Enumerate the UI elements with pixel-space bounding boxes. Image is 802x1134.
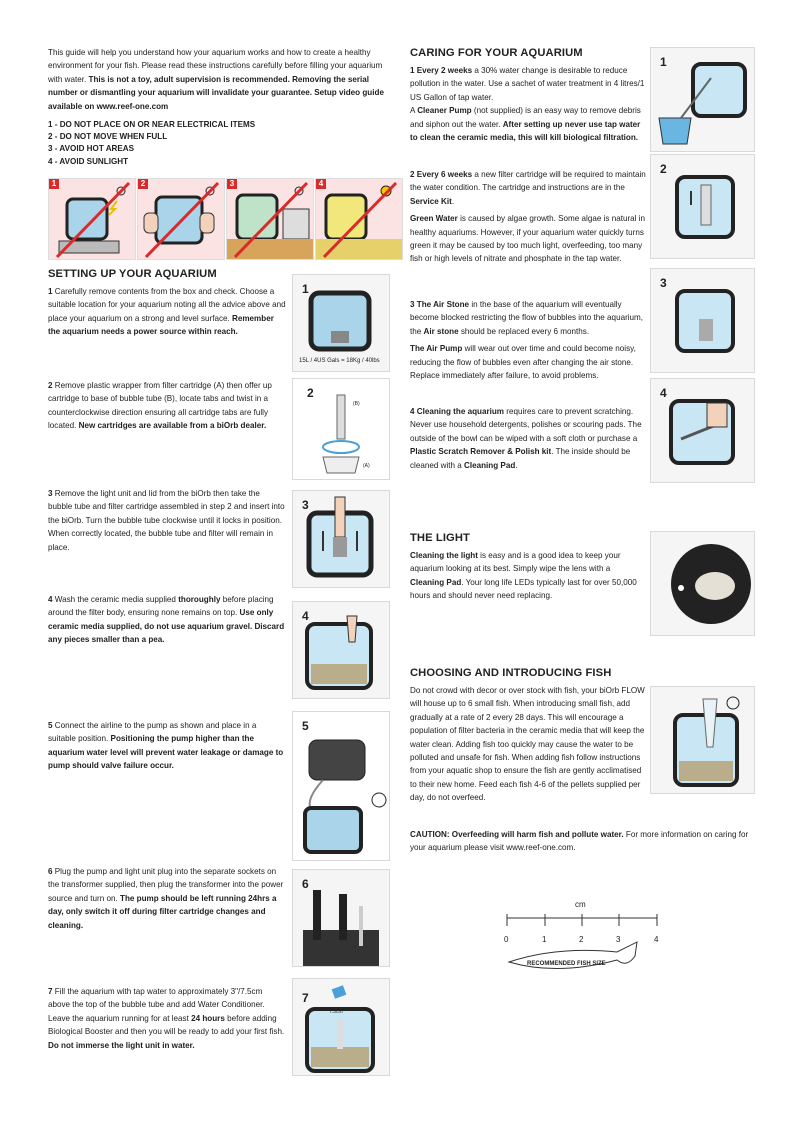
- setup-step-7: [48, 985, 286, 1052]
- ruler-unit: cm: [575, 900, 586, 909]
- sunlight-icon: [316, 179, 402, 259]
- setup-image-1: [292, 274, 390, 372]
- step-number: 6: [48, 867, 53, 876]
- intro-text: This guide will help you understand how your aquarium works and how to create a healthy environment for your fish. Please read these instructions carefully before filling your aquarium with water.: [48, 48, 383, 84]
- image-number: 7: [302, 991, 309, 1005]
- step-emphasis: Plastic Scratch Remover & Polish kit: [410, 447, 552, 457]
- step-text: .: [515, 460, 518, 470]
- warning-illustration-heat: [226, 178, 314, 260]
- light-text: [410, 549, 646, 603]
- label-a: (A): [363, 463, 370, 469]
- step-text: Remove plastic wrapper from filter cartridge (A) then offer up cartridge to base of bubble tube (B), locate tabs and twist in a counterclockwise direction ensuring all cartridge tabs are fully located.: [48, 381, 272, 431]
- caring-image-3: [650, 268, 755, 373]
- step-text: a 30% water change is desirable to reduce pollution in the water. Use a sachet of water treatment in 4 litres/1 US Gallon of tap water.: [410, 66, 645, 102]
- step-number: 5: [48, 721, 53, 730]
- step-number: 1: [48, 287, 53, 296]
- caring-image-1: [650, 47, 755, 152]
- step-text: in the base of the aquarium will eventually become blocked restricting the flow of bubbles into the aquarium, the: [410, 300, 644, 336]
- setup-image-7: [292, 978, 390, 1076]
- ruler-tick: 3: [616, 935, 621, 944]
- fish-title: CHOOSING AND INTRODUCING FISH: [410, 667, 612, 679]
- step-text: is easy and is a good idea to keep your aquarium looking at its best. Simply wipe the lens with a: [410, 551, 621, 574]
- air-pump-icon: [293, 712, 389, 860]
- fish-paragraph: Do not crowd with decor or over stock with fish, your biOrb FLOW will house up to 6 small fish. When introducing small fish, add gradually at a rate of 2 every 28 days. This will encourage a population of filter bacteria in the ceramic media that will keep the water clean. Adding fish too quickly may cause the water to be polluted and unsafe for fish. When adding fish follow instructions from your aquatic shop to ensure the fish are gently acclimatised to their new home. Feed each fish 4-6 of the pellets supplied per day, do not overfeed.: [410, 686, 645, 803]
- step-text: a new filter cartridge will be required to maintain the water condition. The cartridge and instructions are in the: [410, 170, 646, 193]
- step-text: A: [410, 106, 418, 116]
- step-text: is caused by algae growth. Some algae is natural in healthy aquariums. However, if your aquarium water quickly turns green it may be caused by too much light, overfeeding, too many fish or high levels of nitrate and phosphate in the tap water.: [410, 214, 645, 264]
- setup-image-3: [292, 490, 390, 588]
- fish-image: [650, 686, 755, 794]
- do-not-move-icon: [138, 179, 224, 259]
- step-lead: Green Water: [410, 214, 458, 224]
- step-text: . The inside should be cleaned with a: [410, 447, 631, 470]
- image-number: 3: [302, 498, 309, 512]
- image-number: 1: [302, 282, 309, 296]
- caution-warning: CAUTION: Overfeeding will harm fish and pollute water.: [410, 830, 624, 839]
- step-text: before placing around the filter body, ensuring none remains on top.: [48, 595, 274, 618]
- caring-step-3: [410, 298, 646, 382]
- fish-bag-icon: [651, 687, 754, 793]
- intro-paragraph: [48, 46, 398, 113]
- step-text: (not supplied) is an easy way to remove debris and siphon out the water.: [410, 106, 641, 129]
- step-warning: The pump should be left running 24hrs a day, only switch it off during filter cartridge changes and cleaning.: [48, 893, 277, 930]
- step-number: 7: [48, 987, 53, 996]
- setup-image-4: [292, 601, 390, 699]
- fish-size-ruler: [497, 896, 667, 986]
- step-text: .: [451, 196, 455, 206]
- step-warning: Positioning the pump higher than the aquarium water level will prevent water leakage or damage to pump should valve failure occur.: [48, 734, 284, 771]
- warning-item: 4 - AVOID SUNLIGHT: [48, 156, 129, 166]
- image-number: 1: [660, 55, 667, 69]
- ruler-tick: 4: [654, 935, 659, 944]
- step-emphasis: Service Kit: [410, 196, 452, 206]
- step-text: will wear out over time and could become noisy, reducing the flow of bubbles even after changing the air stone. Replace immediately after failure, to avoid problems.: [410, 344, 636, 381]
- step-number: 2: [48, 381, 53, 390]
- intro-warning: This is not a toy, adult supervision is recommended. Removing the serial number or dismantling your aquarium will invalidate your guarantee. Setup video guide available on www.reef-one.com: [48, 74, 384, 111]
- fish-text: [410, 684, 646, 805]
- image-number: 2: [307, 386, 314, 400]
- image-number: 5: [302, 719, 309, 733]
- step-warning: Use only ceramic media supplied, do not use aquarium gravel. Discard any pieces smaller than a pea.: [48, 608, 285, 645]
- setup-step-4: [48, 593, 286, 647]
- step-emphasis: Cleaning Pad: [464, 460, 516, 470]
- ruler-tick: 1: [542, 935, 547, 944]
- warning-illustration-sunlight: [315, 178, 403, 260]
- step-warning: Do not immerse the light unit in water.: [48, 1040, 195, 1050]
- step-emphasis: Air stone: [423, 326, 459, 336]
- step-lead: 2 Every 6 weeks: [410, 170, 473, 179]
- setup-title: SETTING UP YOUR AQUARIUM: [48, 268, 217, 280]
- setup-step-2: [48, 379, 286, 433]
- step-number: 4: [48, 595, 53, 604]
- step-lead: 3 The Air Stone: [410, 300, 470, 309]
- step-text: before adding Biological Booster and then you will be ready to add your first fish.: [48, 1013, 285, 1037]
- step-text: requires care to prevent scratching. Never use household detergents, polishes or scouring pads. The outside of the bowl can be wiped with a soft cloth or purchase a: [410, 407, 642, 443]
- step-number: 3: [48, 489, 53, 498]
- step-text: Remove the light unit and lid from the biOrb then take the bubble tube and filter cartridge assembled in step 2 and insert into the biOrb. Turn the bubble tube clockwise until it locks in position. When correctly located, the bubble tube and filter will remain in place.: [48, 489, 285, 552]
- step-lead: 4 Cleaning the aquarium: [410, 407, 504, 416]
- warning-badge: 1: [49, 179, 59, 189]
- warning-item: 2 - DO NOT MOVE WHEN FULL: [48, 132, 168, 142]
- electrical-warning-icon: [49, 179, 135, 259]
- step-text: Wash the ceramic media supplied: [52, 595, 179, 604]
- step-text: Connect the airline to the pump as shown and place in a suitable position.: [48, 721, 257, 744]
- step-emphasis: thoroughly: [178, 595, 221, 604]
- step-emphasis: Cleaner Pump: [417, 106, 472, 116]
- setup-image-5: [292, 711, 390, 861]
- image-number: 2: [660, 162, 667, 176]
- step-emphasis: Cleaning Pad: [410, 577, 462, 587]
- image-number: 6: [302, 877, 309, 891]
- warning-item: 3 - AVOID HOT AREAS: [48, 144, 135, 154]
- light-lens-icon: [651, 532, 754, 635]
- setup-step-1: [48, 285, 286, 339]
- step-lead: 1 Every 2 weeks: [410, 66, 473, 75]
- step-text: Carefully remove contents from the box and check. Choose a suitable location for your aquarium noting all the advice above and place your aquarium on a strong and level surface.: [48, 287, 286, 323]
- warning-badge: 4: [316, 179, 326, 189]
- fish-size-label: RECOMMENDED FISH SIZE: [527, 961, 606, 967]
- step-text: Plug the pump and light unit plug into the separate sockets on the transformer supplied, then plug the transformer into the power source and turn on.: [48, 867, 284, 903]
- light-title: THE LIGHT: [410, 532, 470, 544]
- caring-step-4: [410, 405, 646, 472]
- light-image: [650, 531, 755, 636]
- caring-title: CARING FOR YOUR AQUARIUM: [410, 47, 583, 59]
- weight-caption: 15L / 4US Gals = 18Kg / 40lbs: [299, 358, 380, 364]
- hot-area-icon: [227, 179, 313, 259]
- ruler-tick: 2: [579, 935, 584, 944]
- caring-image-2: [650, 154, 755, 259]
- label-b: (B): [353, 401, 360, 407]
- setup-step-3: [48, 487, 286, 554]
- image-number: 4: [660, 386, 667, 400]
- caution-text: For more information on caring for your aquarium please visit www.reef-one.com.: [410, 830, 749, 853]
- warning-list: [48, 119, 348, 168]
- warning-item: 1 - DO NOT PLACE ON OR NEAR ELECTRICAL ITEMS: [48, 120, 256, 129]
- caring-image-4: [650, 378, 755, 483]
- warning-illustration-move: [137, 178, 225, 260]
- step-warning: After setting up never use tap water to clean the ceramic media, this will kill biological filtration.: [410, 119, 641, 143]
- step-emphasis: 24 hours: [191, 1013, 225, 1023]
- caring-step-2: [410, 168, 646, 266]
- step-text: . Your long life LEDs typically last for over 50,000 hours and should never need replacing.: [410, 577, 637, 601]
- setup-step-6: [48, 865, 286, 932]
- step-text: should be replaced every 6 months.: [458, 326, 590, 336]
- step-warning: Remember the aquarium needs a power source within reach.: [48, 313, 274, 337]
- step-warning: New cartridges are available from a biOrb dealer.: [78, 421, 267, 431]
- depth-label: 7.5cm: [329, 1009, 343, 1015]
- warning-badge: 2: [138, 179, 148, 189]
- step-text: Fill the aquarium with tap water to approximately 3"/7.5cm above the top of the bubble tube and add Water Conditioner. Leave the aquarium running for at least: [48, 987, 265, 1023]
- setup-step-5: [48, 719, 286, 773]
- setup-image-2: [292, 378, 390, 480]
- warning-badge: 3: [227, 179, 237, 189]
- caring-step-1: [410, 64, 646, 144]
- warning-illustration-electrical: [48, 178, 136, 260]
- ruler-tick: 0: [504, 935, 509, 944]
- step-lead: The Air Pump: [410, 344, 463, 354]
- step-lead: Cleaning the light: [410, 551, 478, 560]
- image-number: 4: [302, 609, 309, 623]
- image-number: 3: [660, 276, 667, 290]
- setup-image-6: [292, 869, 390, 967]
- caution: [410, 828, 760, 855]
